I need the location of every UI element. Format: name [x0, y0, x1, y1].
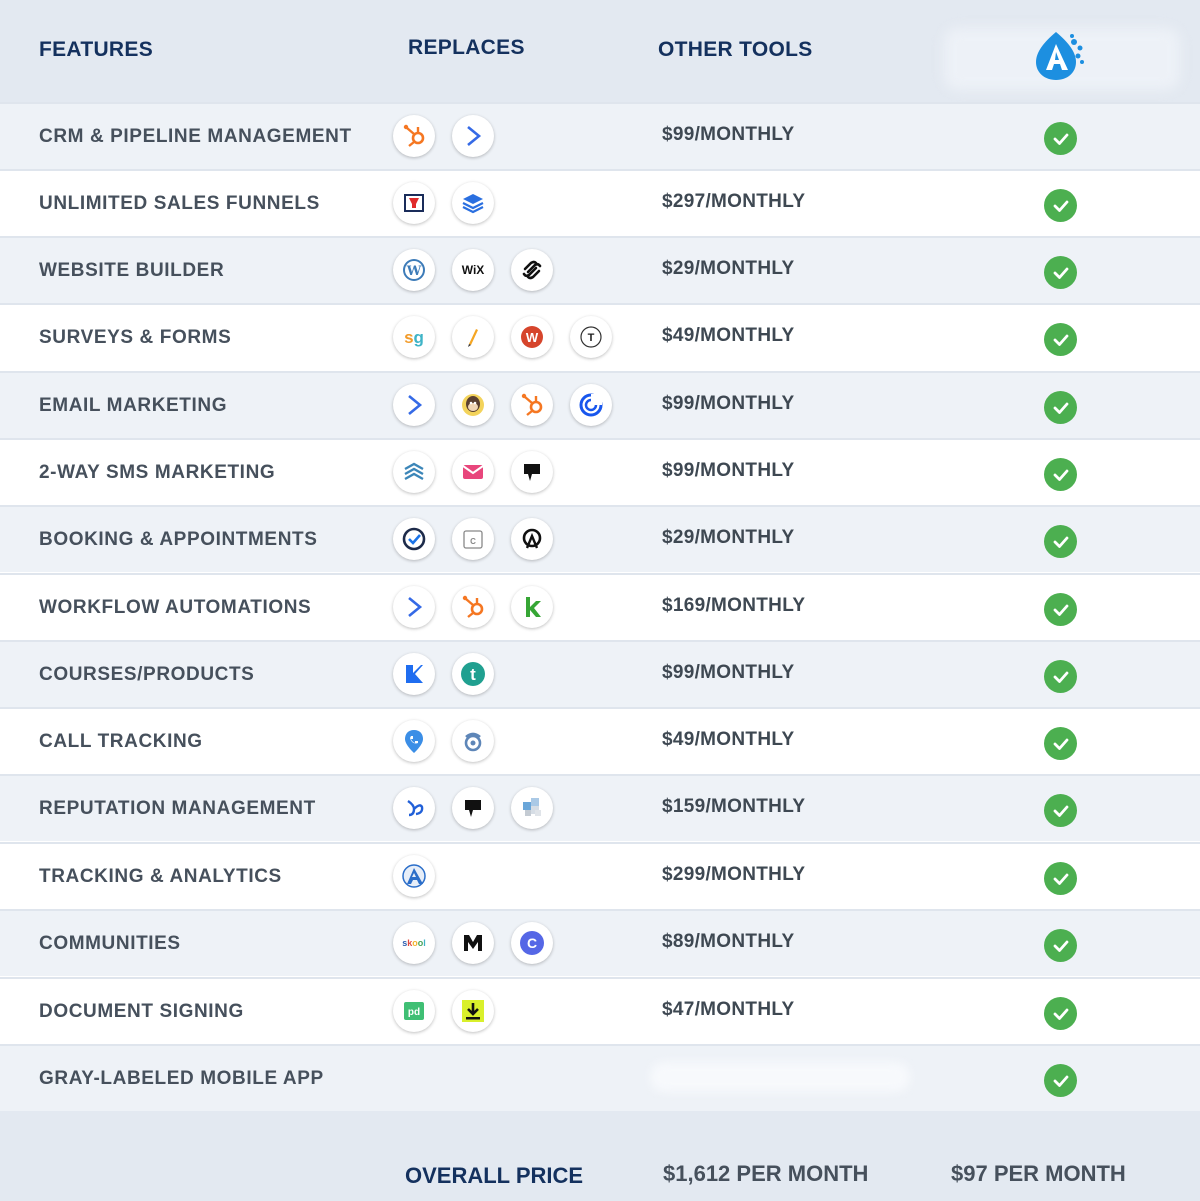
check-icon: [1044, 458, 1077, 491]
hubspot-icon: [452, 586, 494, 628]
table-row: [0, 1044, 1200, 1111]
other-tools-price: $297/MONTHLY: [662, 191, 806, 212]
replaces-heading: REPLACES: [408, 36, 525, 59]
check-icon: [1044, 593, 1077, 626]
feature-name: DOCUMENT SIGNING: [39, 1001, 244, 1022]
pandadoc-icon: [393, 990, 435, 1032]
activecampaign-icon: [452, 115, 494, 157]
feature-name: 2-WAY SMS MARKETING: [39, 462, 276, 483]
hubspot-icon: [511, 384, 553, 426]
mighty-networks-icon: [452, 922, 494, 964]
leadpages-icon: [452, 182, 494, 224]
check-icon: [1044, 256, 1077, 289]
mailchimp-icon: [452, 384, 494, 426]
surveygizmo-icon: [393, 316, 435, 358]
table-header: [0, 0, 1200, 102]
keap-icon: [511, 586, 553, 628]
activecampaign-icon: [393, 384, 435, 426]
svg-text:C: C: [526, 935, 538, 951]
constant-contact-icon: [570, 384, 612, 426]
feature-name: COURSES/PRODUCTS: [39, 664, 255, 685]
other-tools-price: $99/MONTHLY: [662, 124, 795, 145]
features-heading: FEATURES: [39, 38, 154, 61]
check-icon: [1044, 727, 1077, 760]
check-icon: [1044, 862, 1077, 895]
other-tools-price: $299/MONTHLY: [662, 864, 806, 885]
squarespace-icon: [511, 249, 553, 291]
other-tools-total: $1,612 PER MONTH: [663, 1161, 869, 1186]
check-icon: [1044, 122, 1077, 155]
other-tools-price: $99/MONTHLY: [662, 460, 795, 481]
table-row: [0, 640, 1200, 707]
table-row: [0, 236, 1200, 303]
acuity-icon: [511, 518, 553, 560]
feature-name: SURVEYS & FORMS: [39, 327, 232, 348]
check-icon: [1044, 660, 1077, 693]
podium-icon: [511, 451, 553, 493]
analytics-a-icon: [393, 855, 435, 897]
other-tools-price: $99/MONTHLY: [662, 662, 795, 683]
svg-text:W: W: [406, 264, 422, 279]
table-row: [0, 909, 1200, 976]
feature-name: CRM & PIPELINE MANAGEMENT: [39, 126, 352, 147]
wordpress-icon: [393, 249, 435, 291]
other-tools-price: $99/MONTHLY: [662, 393, 795, 414]
brand-logo-icon: [1030, 28, 1086, 82]
podium-icon: [452, 787, 494, 829]
our-total: $97 PER MONTH: [951, 1161, 1126, 1186]
feature-name: UNLIMITED SALES FUNNELS: [39, 193, 320, 214]
check-icon: [1044, 323, 1077, 356]
table-row: [0, 977, 1200, 1044]
table-row: [0, 303, 1200, 370]
table-footer: [0, 1111, 1200, 1201]
check-icon: [1044, 997, 1077, 1030]
other-tools-price: $169/MONTHLY: [662, 595, 806, 616]
docusign-icon: [452, 990, 494, 1032]
table-row: [0, 371, 1200, 438]
kajabi-icon: [393, 653, 435, 695]
teachable-icon: [452, 653, 494, 695]
feature-name: REPUTATION MANAGEMENT: [39, 798, 316, 819]
table-row: [0, 438, 1200, 505]
price-placeholder: [650, 1062, 910, 1092]
other-tools-price: $159/MONTHLY: [662, 796, 806, 817]
calendly-icon: [393, 518, 435, 560]
table-row: [0, 573, 1200, 640]
other-tools-price: $29/MONTHLY: [662, 527, 795, 548]
svg-text:WiX: WiX: [461, 263, 485, 277]
check-icon: [1044, 794, 1077, 827]
svg-text:t: t: [470, 665, 476, 684]
feature-name: TRACKING & ANALYTICS: [39, 866, 282, 887]
skool-icon: [393, 922, 435, 964]
feature-name: BOOKING & APPOINTMENTS: [39, 529, 318, 550]
table-row: [0, 169, 1200, 236]
birdeye-icon: [393, 787, 435, 829]
hubspot-icon: [393, 115, 435, 157]
activecampaign-icon: [393, 586, 435, 628]
svg-text:sg: sg: [404, 328, 424, 347]
overall-price-label: OVERALL PRICE: [405, 1163, 584, 1188]
other-tools-heading: OTHER TOOLS: [658, 38, 813, 61]
other-tools-price: $29/MONTHLY: [662, 258, 795, 279]
table-row: [0, 505, 1200, 572]
textmagic-icon: [393, 451, 435, 493]
callrail-pin-icon: [393, 720, 435, 762]
table-row: [0, 707, 1200, 774]
clickfunnels-icon: [393, 182, 435, 224]
svg-text:skool: skool: [402, 938, 426, 948]
table-row: [0, 842, 1200, 909]
feature-name: WEBSITE BUILDER: [39, 260, 225, 281]
table-row: [0, 102, 1200, 169]
other-tools-price: $47/MONTHLY: [662, 999, 795, 1020]
circle-icon: [511, 922, 553, 964]
check-icon: [1044, 189, 1077, 222]
check-icon: [1044, 929, 1077, 962]
sms-envelope-icon: [452, 451, 494, 493]
feature-name: COMMUNITIES: [39, 933, 181, 954]
svg-text:C: C: [470, 537, 476, 546]
feature-name: GRAY-LABELED MOBILE APP: [39, 1068, 324, 1089]
feature-name: EMAIL MARKETING: [39, 395, 228, 416]
check-icon: [1044, 1064, 1077, 1097]
feature-name: CALL TRACKING: [39, 731, 203, 752]
typeform-icon: [570, 316, 612, 358]
calendar-icon: [452, 518, 494, 560]
wix-icon: [452, 249, 494, 291]
jotform-icon: [452, 316, 494, 358]
wufoo-icon: [511, 316, 553, 358]
svg-text:W: W: [525, 330, 539, 345]
reputation-icon: [511, 787, 553, 829]
check-icon: [1044, 525, 1077, 558]
other-tools-price: $89/MONTHLY: [662, 931, 795, 952]
table-row: [0, 774, 1200, 841]
other-tools-price: $49/MONTHLY: [662, 729, 795, 750]
svg-text:pd: pd: [407, 1007, 421, 1018]
other-tools-price: $49/MONTHLY: [662, 325, 795, 346]
feature-name: WORKFLOW AUTOMATIONS: [39, 597, 312, 618]
callrail-icon: [452, 720, 494, 762]
svg-text:T: T: [587, 332, 595, 344]
check-icon: [1044, 391, 1077, 424]
